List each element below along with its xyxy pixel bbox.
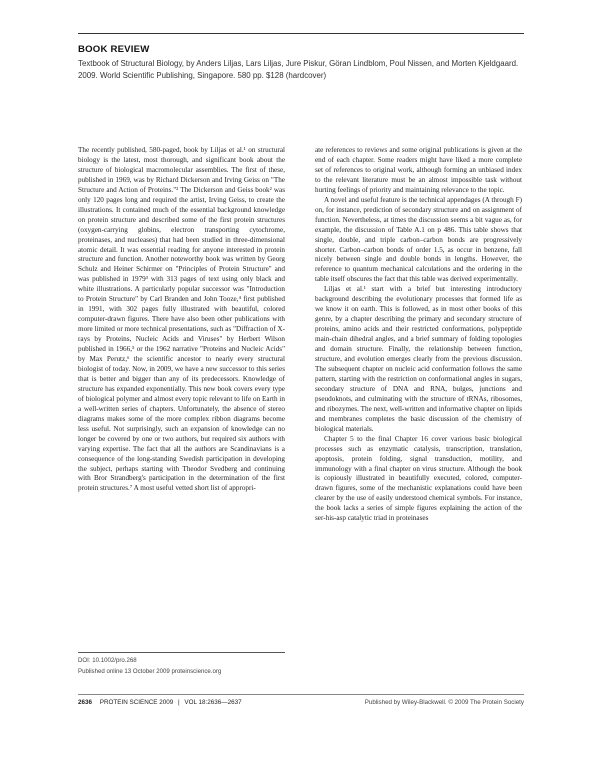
right-column: [315, 146, 522, 728]
right-paragraph-4: Chapter 5 to the final Chapter 16 cover various basic biological processes such as enzymatic catalysis, transcription, translation, apoptosis, protein folding, signal transduction, motility, and immunology with a final chapter on virus structure. Although the book is copiously illustrated in beautifully executed, colored, computer-drawn figures, some of the mechanistic explanations could have been clearer by the use of easily understood chemical symbols. For instance, the book lacks a series of simple figures explaining the action of the ser-his-asp catalytic triad in proteinases: [315, 434, 522, 523]
left-paragraph-1: The recently published, 580-paged, book by Liljas et al.¹ on structural biology is the latest, most thorough, and significant book about the structure of biological macromolecular assemblies. The first of these, published in 1969, was by Richard Dickerson and Irving Geiss on "The Structure and Action of Proteins."² The Dickerson and Geiss book² was only 120 pages long and required the artist, Irving Geiss, to create the illustrations. It contained much of the essential background knowledge on protein structure and described some of the first protein structures (oxygen-carrying globins, electron transporting cytochrome, proteinases, and nucleases) that had been studied in three-dimensional atomic detail. It was essential reading for anyone interested in protein structure and function. Another noteworthy book was written by Georg Schulz and Heiner Schirmer on "Principles of Protein Structure" and was published in 1979³ with 313 pages of text using only black and white illustrations. A particularly popular successor was "Introduction to Protein Structure" by Carl Branden and John Tooze,⁴ first published in 1991, with 302 pages fully illustrated with beautiful, colored computer-drawn figures. There have also been other publications with more limited or more technical presentations, such as "Diffraction of X-rays by Proteins, Nucleic Acids and Viruses" by Herbert Wilson published in 1966,⁵ or the 1962 narrative "Proteins and Nucleic Acids" by Max Perutz,⁶ the scientific ancestor to nearly every structural biologist of today. Now, in 2009, we have a new successor to this series that is better and bigger than any of its predecessors. Knowledge of structure has expanded exponentially. This new book covers every type of biological polymer and almost every topic relevant to life on Earth in a well-written series of chapters. Unfortunately, the absence of stereo diagrams makes some of the more complex ribbon diagrams become less useful. Not surprisingly, such an expansion of knowledge can no longer be covered by one or two authors, but required six authors with varying expertise. The fact that all the authors are Scandinavians is a consequence of the long-standing Swedish participation in developing the subject, perhaps starting with Theodor Svedberg and continuing with Bror Strandberg's participation in the determination of the first protein structures.⁷ A most useful vetted short list of appropri-: [78, 146, 285, 493]
left-column: [78, 146, 285, 641]
right-paragraph-1: ate references to reviews and some original publications is given at the end of each chapter. Some readers might have liked a more complete set of references to original work, although forming an unbiased index to the relevant literature must be an almost impossible task without hurting feelings of priority and maintaining relevance to the topic.: [315, 146, 522, 194]
right-paragraph-3: Liljas et al.¹ start with a brief but interesting introductory background describing the evolutionary processes that formed life as we know it on earth. This is followed, as in most other books of this genre, by a chapter describing the primary and secondary structure of proteins, amino acids and their restricted conformations, polypeptide main-chain dihedral angles, and a brief summary of folding topologies and domain structure. Finally, the relationship between function, structure, and evolution emerges clearly from the previous discussion. The subsequent chapter on nucleic acid conformation follows the same pattern, starting with the restriction on conformational angles in sugars, secondary structure of DNA and RNA, bulges, junctions and pseudoknots, and culminating with the structure of tRNAs, ribosomes, and ribozymes. The next, well-written and informative chapter on lipids and membranes completes the basic discussion of the chemistry of biological materials.: [315, 285, 522, 433]
published-online-text: Published online 13 October 2009 proteinscience.org: [78, 668, 222, 675]
book-citation: Textbook of Structural Biology, by Anders Liljas, Lars Liljas, Jure Piskur, Göran Lindblom, Poul Nissen, and Morten Kjeldgaard. 2009. World Scientific Publishing, Singapore. 580 pp. $128 (hardcover): [78, 59, 519, 81]
top-rule: [78, 33, 524, 34]
doi-rule: [78, 652, 285, 653]
publisher-line: Published by Wiley-Blackwell. © 2009 The Protein Society: [364, 699, 524, 706]
right-paragraph-2: A novel and useful feature is the technical appendages (A through F) on, for instance, prediction of secondary structure and on assignment of function. Nevertheless, at times the discussion seems a bit vague as, for example, the discussion of Table A.1 on p 486. This table shows that single, double, and triple carbon–carbon bonds are progressively shorter. Carbon–carbon bonds of order 1.5, as occur in benzene, fall nicely between single and double bonds in lengths. However, the reference to quantum mechanical calculations and the ordering in the table itself obscures the fact that this table was derived experimentally.: [315, 195, 522, 284]
page-number: 2636: [78, 699, 93, 706]
volume-info: VOL 18:2636—2637: [184, 699, 242, 706]
footer-separator: |: [178, 699, 180, 706]
footer-rule: [78, 694, 524, 695]
doi-text: DOI: 10.1002/pro.268: [78, 657, 137, 664]
footer-journal-info: [78, 699, 242, 706]
section-heading: BOOK REVIEW: [78, 44, 150, 55]
journal-name: PROTEIN SCIENCE 2009: [99, 699, 174, 706]
